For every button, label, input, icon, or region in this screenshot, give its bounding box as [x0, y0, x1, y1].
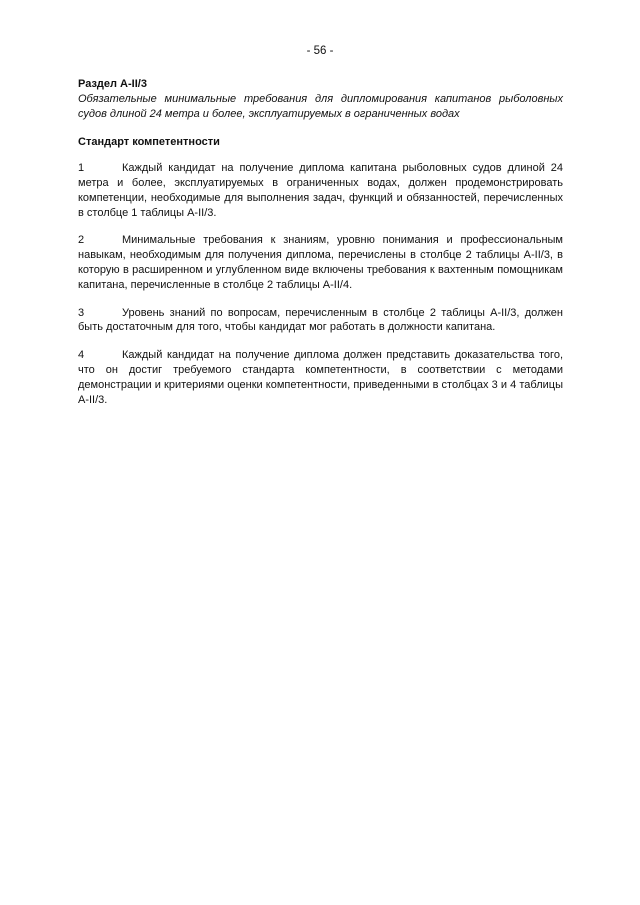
paragraph-number: 2	[78, 234, 85, 247]
paragraph-text: Каждый кандидат на получение диплома капитана рыболовных судов длиной 24 метра и более, эксплуатируемых в ограниченных водах, должен продемонстрировать компетенции, необходимые для выполнения задач, функций и обязанностей, перечисленных в столбце 1 таблицы A-II/3.	[78, 162, 563, 219]
paragraph-number: 1	[78, 162, 85, 175]
section-title: Раздел A-II/3	[78, 78, 147, 90]
paragraph-4	[78, 348, 563, 407]
paragraph-number: 3	[78, 306, 85, 319]
paragraph-text: Минимальные требования к знаниям, уровню понимания и профессиональным навыкам, необходимым для получения диплома, перечислены в столбце 2 таблицы A-II/3, в которую в расширенном и углубленном виде включены требования к вахтенным помощникам капитана, перечисленные в столбце 2 таблицы A-II/4.	[78, 234, 563, 291]
standard-heading: Стандарт компетентности	[78, 136, 220, 149]
document-body	[78, 77, 563, 407]
section-subtitle: Обязательные минимальные требования для дипломирования капитанов рыболовных судов длиной 24 метра и более, эксплуатируемых в ограниченных водах	[78, 92, 563, 120]
paragraph-text: Уровень знаний по вопросам, перечисленным в столбце 2 таблицы A-II/3, должен быть достаточным для того, чтобы кандидат мог работать в должности капитана.	[78, 306, 563, 334]
paragraph-text: Каждый кандидат на получение диплома должен представить доказательства того, что он достиг требуемого стандарта компетентности, в соответствии с методами демонстрации и критериями оценки компетентности, приведенными в столбцах 3 и 4 таблицы A-II/3.	[78, 349, 563, 406]
page-number: - 56 -	[306, 45, 334, 57]
paragraph-2	[78, 233, 563, 292]
paragraph-3	[78, 306, 563, 336]
paragraph-number: 4	[78, 349, 85, 362]
paragraph-1	[78, 161, 563, 220]
